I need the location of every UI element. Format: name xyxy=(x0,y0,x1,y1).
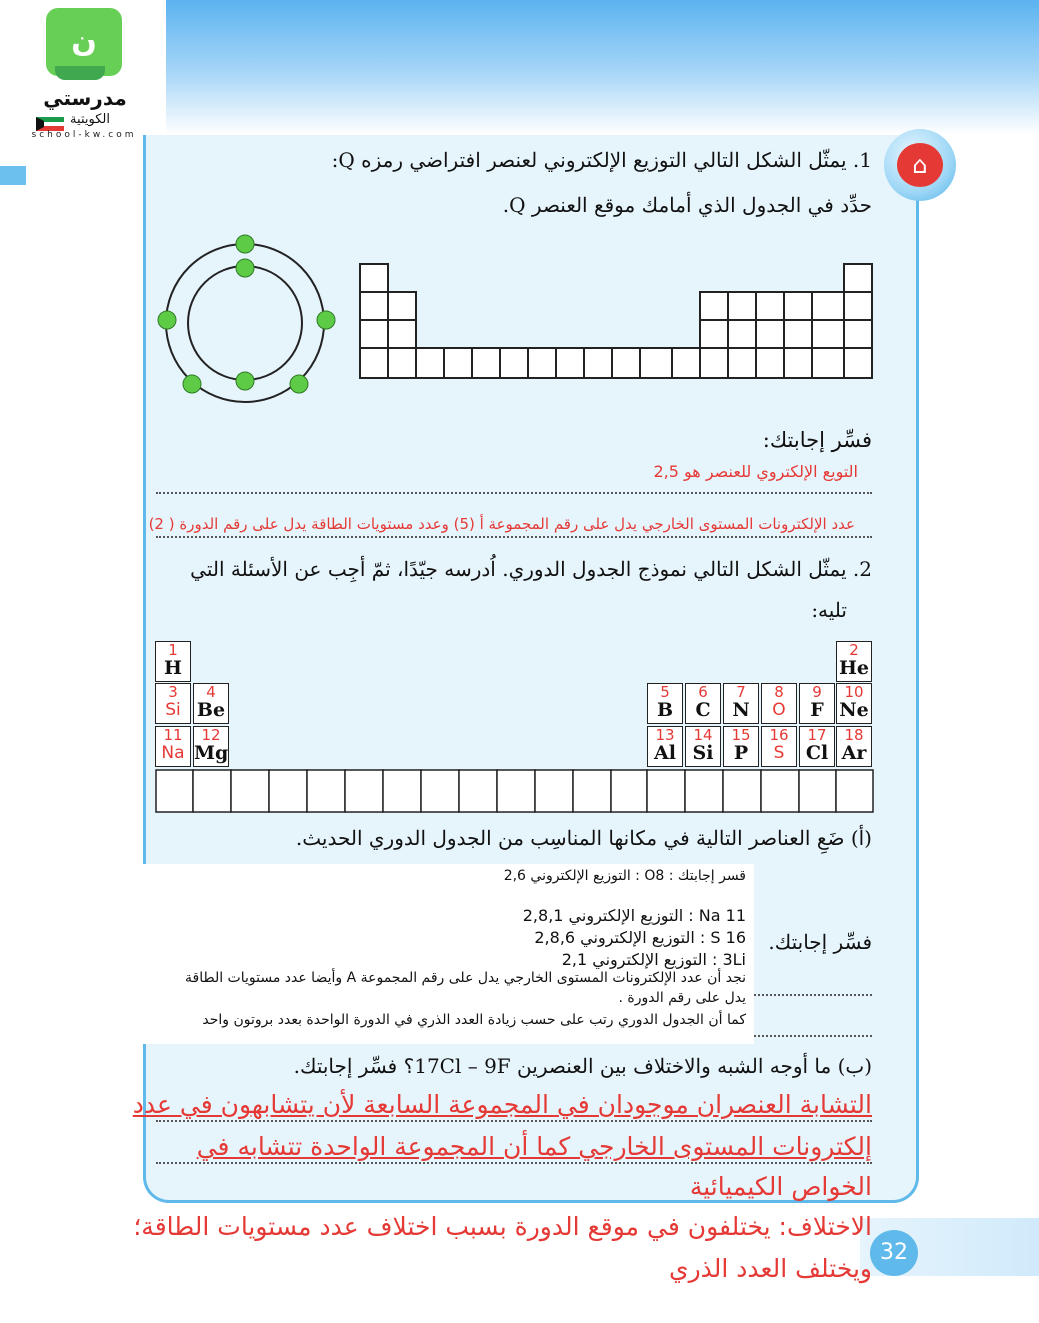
blank-periodic-table xyxy=(358,262,874,380)
answer-line xyxy=(156,492,872,494)
element-cell: 5 B xyxy=(647,683,683,724)
inner-shell xyxy=(188,266,302,380)
element-cell: 12 Mg xyxy=(193,726,229,767)
overlay-line: قسر إجابتك : O8 : التوزيع الإلكتروني 2,6 xyxy=(503,868,746,884)
answer-b-line3: الخواص الكيميائية xyxy=(689,1172,872,1201)
electron xyxy=(158,311,176,329)
q1-line1: 1. يمثّل الشكل التالي التوزيع الإلكتروني لعنصر افتراضي رمزه Q: xyxy=(331,148,872,172)
electron xyxy=(236,235,254,253)
answer-line xyxy=(156,1120,872,1122)
element-cell: 10 Ne xyxy=(836,683,872,724)
answer-line xyxy=(156,1162,872,1164)
element-cell: 16 S xyxy=(761,726,797,767)
element-cell: 14 Si xyxy=(685,726,721,767)
logo-leaf xyxy=(55,66,105,80)
answer-line xyxy=(754,1035,872,1037)
q2-line1: 2. يمثّل الشكل التالي نموذج الجدول الدوري. اُدرسه جيّدًا، ثمّ أجِب عن الأسئلة التي xyxy=(190,557,872,581)
element-cell: 3 Si xyxy=(155,683,191,724)
q1-line2: حدِّد في الجدول الذي أمامك موقع العنصر Q. xyxy=(502,193,872,217)
q2-part-a-explain: فسِّر إجابتك. xyxy=(768,930,872,954)
overlay-line: كما أن الجدول الدوري رتب على حسب زيادة العدد الذري في الدورة الواحدة بعدد بروتون واحد xyxy=(202,1012,746,1028)
answer-b-line4: الاختلاف: يختلفون في موقع الدورة بسبب اختلاف عدد مستويات الطاقة؛ xyxy=(133,1212,872,1241)
element-cell: 4 Be xyxy=(193,683,229,724)
pasted-answer-block xyxy=(60,864,754,1044)
electron xyxy=(236,372,254,390)
overlay-line: S 16 : التوزيع الإلكتروني 2,8,6 xyxy=(534,928,746,947)
element-cell: 17 Cl xyxy=(799,726,835,767)
element-cell: 6 C xyxy=(685,683,721,724)
logo-subtitle: الكويتية xyxy=(70,112,110,127)
element-cell: 18 Ar xyxy=(836,726,872,767)
element-cell: 9 F xyxy=(799,683,835,724)
answer-line xyxy=(754,994,872,996)
atom-diagram xyxy=(150,228,340,418)
element-cell: 1 H xyxy=(155,641,191,682)
overlay-line: 3Li : التوزيع الإلكتروني 2,1 xyxy=(561,950,746,969)
logo[interactable] xyxy=(0,0,166,166)
overlay-line: نجد أن عدد الإلكترونات المستوى الخارجي يدل على رقم المجموعة A وأيضا عدد مستويات الطاقة xyxy=(185,970,746,986)
logo-glyph: ن xyxy=(71,24,97,59)
electron xyxy=(290,375,308,393)
electron xyxy=(317,311,335,329)
home-icon: ⌂ xyxy=(897,143,943,187)
element-cell: 11 Na xyxy=(155,726,191,767)
q2-line2: تليه: xyxy=(811,598,847,622)
overlay-line: 11 Na : التوزيع الإلكتروني 2,8,1 xyxy=(522,906,746,925)
logo-name: مدرستي xyxy=(43,86,127,110)
answer-b-line1: التشابة العنصران موجودان في المجموعة السابعة لأن يتشابهون في عدد xyxy=(132,1090,872,1119)
q1-answer-2: عدد الإلكترونات المستوى الخارجي يدل على رقم المجموعة أ (5) وعدد مستويات الطاقة يدل على رقم الدورة ( 2) xyxy=(148,515,855,533)
answer-b-line2: إلكترونات المستوى الخارجي كما أن المجموعة الواحدة تتشابه في xyxy=(196,1132,872,1161)
home-button[interactable] xyxy=(884,129,956,201)
overlay-line: يدل على رقم الدورة . xyxy=(618,990,746,1006)
logo-url: school-kw.com xyxy=(31,130,137,140)
periodic-table xyxy=(155,641,874,813)
page-number: 32 xyxy=(870,1230,918,1276)
element-cell: 7 N xyxy=(723,683,759,724)
element-cell: 15 P xyxy=(723,726,759,767)
element-cell: 8 O xyxy=(761,683,797,724)
q1-answer-1: التويع الإلكتروي للعنصر هو 2,5 xyxy=(653,462,858,481)
answer-b-line5: ويختلف العدد الذري xyxy=(669,1254,872,1283)
electron xyxy=(236,259,254,277)
blank-row xyxy=(155,769,874,813)
q2-part-b: (ب) ما أوجه الشبه والاختلاف بين العنصرين 17Cl – 9F؟ فسِّر إجابتك. xyxy=(293,1054,872,1078)
side-tab xyxy=(0,165,26,185)
q1-explain-label: فسِّر إجابتك: xyxy=(762,428,872,452)
electron xyxy=(183,375,201,393)
element-cell: 13 Al xyxy=(647,726,683,767)
q2-part-a: (أ) ضَعِ العناصر التالية في مكانها المناسِب من الجدول الدوري الحديث. xyxy=(295,826,872,850)
element-cell: 2 He xyxy=(836,641,872,682)
answer-line xyxy=(156,536,872,538)
